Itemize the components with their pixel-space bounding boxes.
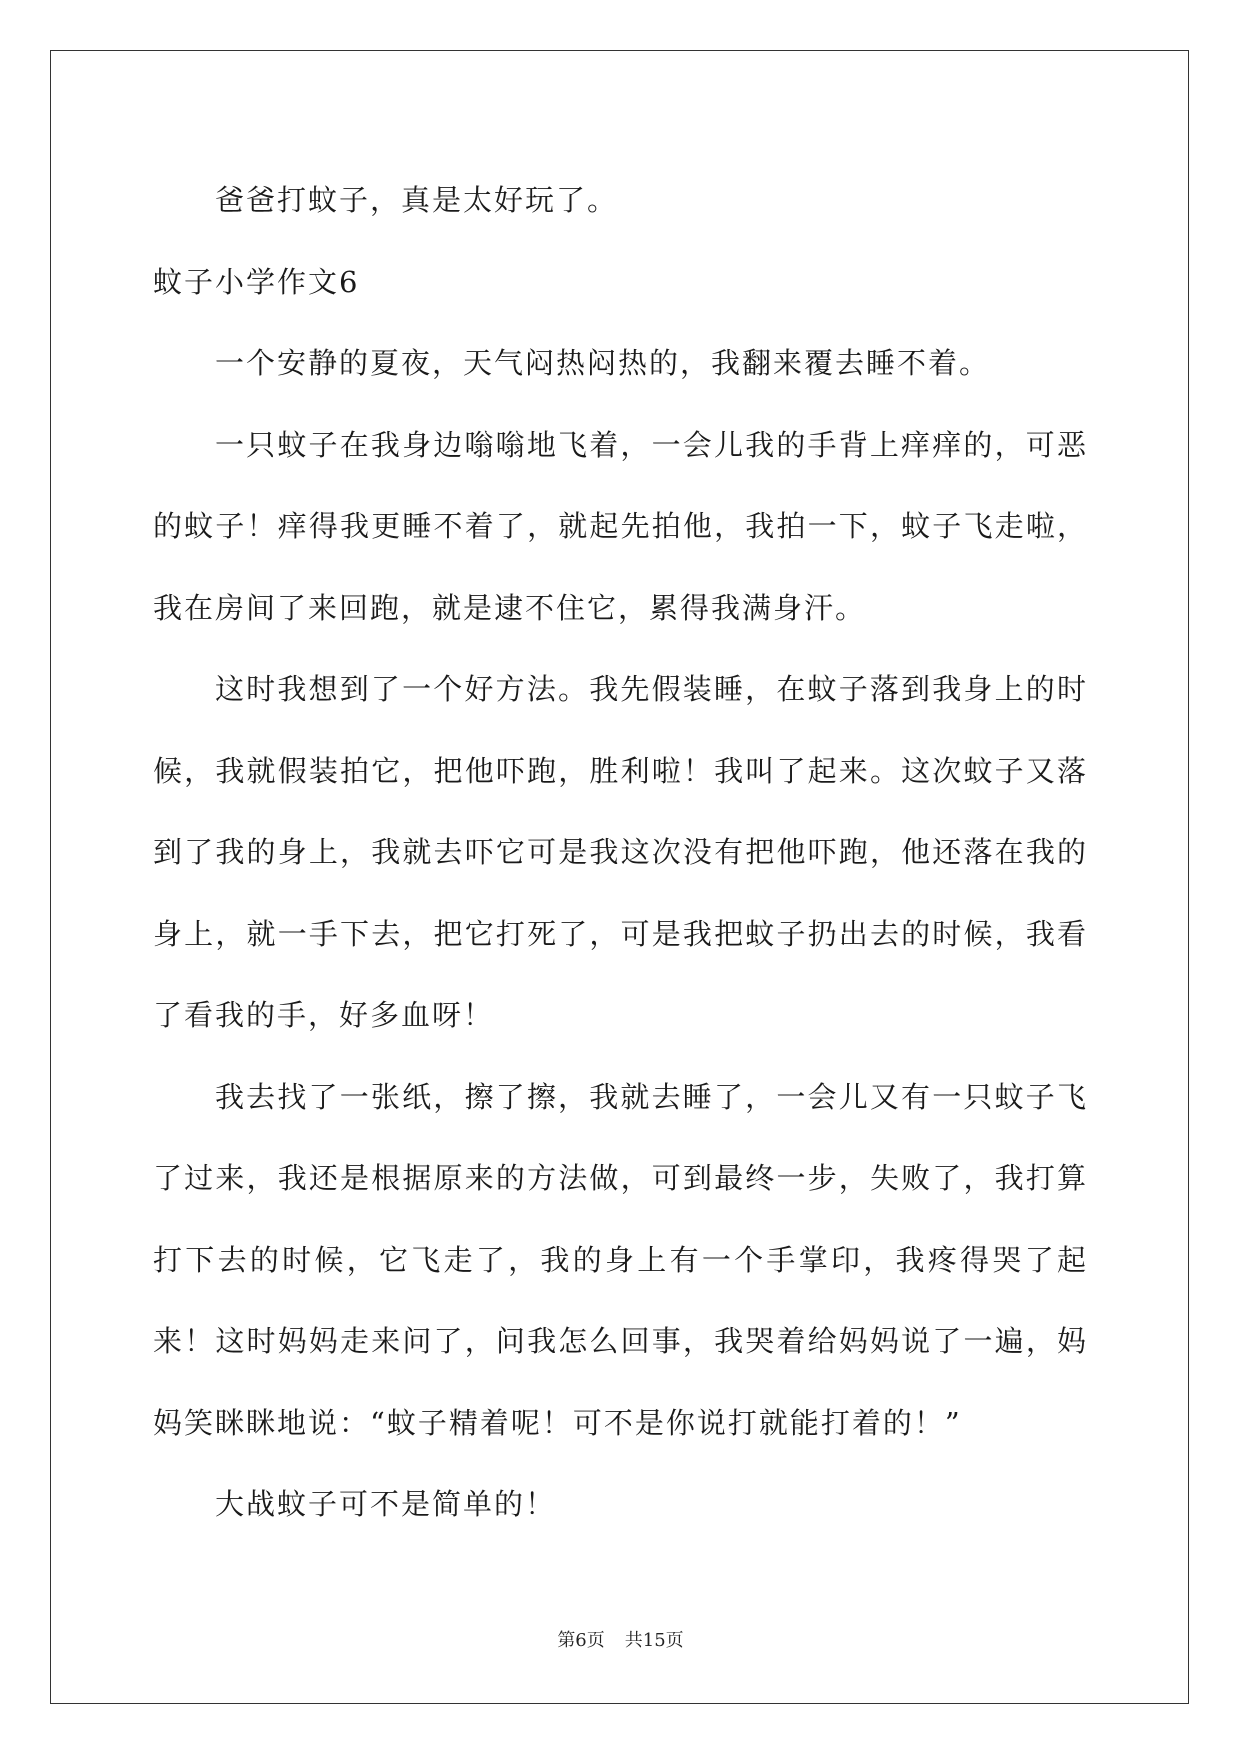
paragraph: 这时我想到了一个好方法。我先假装睡，在蚊子落到我身上的时候，我就假装拍它，把他吓跑，胜利啦！我叫了起来。这次蚊子又落到了我的身上，我就去吓它可是我这次没有把他吓跑，他还落在我的身上，就一手下去，把它打死了，可是我把蚊子扔出去的时候，我看了看我的手，好多血呀！ (153, 672, 1088, 1032)
document-body (153, 160, 1088, 1546)
paragraph: 一只蚊子在我身边嗡嗡地飞着，一会儿我的手背上痒痒的，可恶的蚊子！痒得我更睡不着了，就起先拍他，我拍一下，蚊子飞走啦，我在房间了来回跑，就是逮不住它，累得我满身汗。 (153, 427, 1088, 625)
paragraph: 我去找了一张纸，擦了擦，我就去睡了，一会儿又有一只蚊子飞了过来，我还是根据原来的方法做，可到最终一步，失败了，我打算打下去的时候，它飞走了，我的身上有一个手掌印，我疼得哭了起来！这时妈妈走来问了，问我怎么回事，我哭着给妈妈说了一遍，妈妈笑眯眯地说：“蚊子精着呢！可不是你说打就能打着的！” (153, 1079, 1088, 1440)
paragraph: 大战蚊子可不是简单的！ (215, 1487, 557, 1521)
paragraph: 一个安静的夏夜，天气闷热闷热的，我翻来覆去睡不着。 (215, 346, 991, 380)
page-total: 共15页 (624, 1630, 684, 1651)
paragraph: 爸爸打蚊子，真是太好玩了。 (215, 183, 619, 217)
page-footer (0, 1626, 1241, 1652)
section-heading: 蚊子小学作文6 (153, 264, 360, 299)
page-number: 第6页 (557, 1630, 605, 1651)
